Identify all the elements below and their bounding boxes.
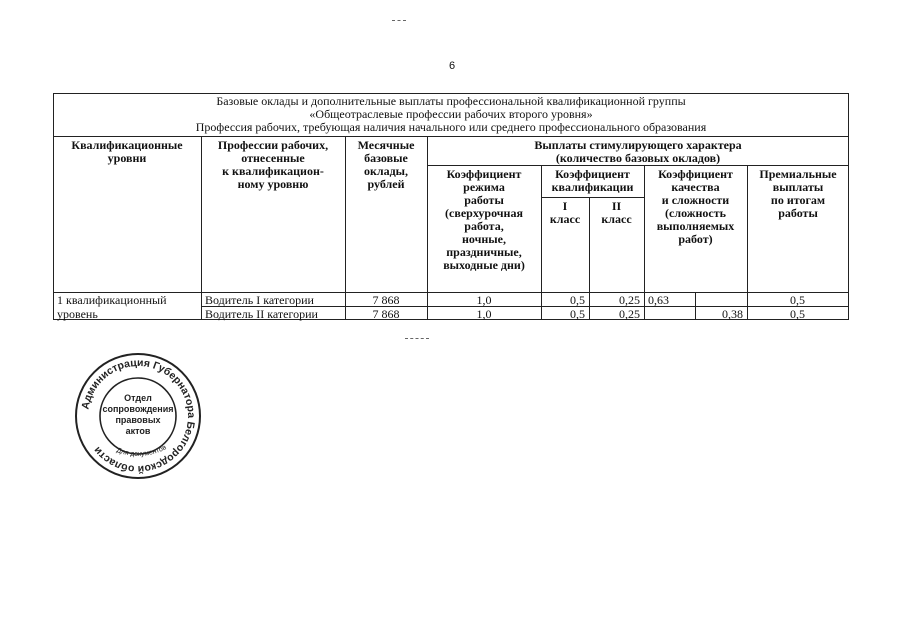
scan-mark [392,20,406,21]
row-2-mode: 1,0 [476,307,492,321]
title-divider [53,136,849,137]
header-professions: Профессии рабочих, отнесенные к квалификацион- ному уровню [217,138,329,191]
official-stamp [74,352,202,480]
row-1-class-1: 0,5 [570,293,585,307]
qualification-divider [541,197,644,198]
row-2-bonus: 0,5 [790,307,805,321]
row-2-salary: 7 868 [372,307,400,321]
header-class-2: II класс [601,199,632,226]
header-class-1: I класс [549,199,581,226]
row-2-class-1: 0,5 [570,307,585,321]
table-title-line-3: Профессия рабочих, требующая наличия начального или среднего профессионального образования [195,120,707,134]
row-1-class-2: 0,25 [619,293,640,307]
row-1-salary: 7 868 [372,293,400,307]
stamp-center-line-2: сопровождения [102,404,174,414]
stamp-center-line-1: Отдел [124,393,152,403]
stamp-ring-text-path: Администрация Губернатора Белгородской области [79,356,198,476]
stamp-center-line-3: правовых [115,415,161,425]
header-bonus: Премиальные выплаты по итогам работы [759,167,837,220]
row-1-level: 1 квалификационный [57,293,167,307]
row-1-quality-a: 0,63 [648,293,669,307]
header-incentive: Выплаты стимулирующего характера (количество базовых окладов) [534,138,742,165]
row-2-level: уровень [57,307,98,321]
row-1-profession: Водитель I категории [205,293,314,307]
row-2-quality-b: 0,38 [722,307,743,321]
row-2-profession: Водитель II категории [205,307,318,321]
stamp-bottom-text-path: Для документов [115,444,168,459]
scan-mark [405,338,429,339]
table-title-line-2: «Общеотраслевые профессии рабочих второго уровня» [309,107,593,121]
header-salary: Месячные базовые оклады, рублей [357,138,415,191]
stamp-center-line-4: актов [125,426,151,436]
incentive-divider [427,165,849,166]
header-levels: Квалификационные уровни [71,138,183,165]
page-number: 6 [448,60,456,72]
header-quality-coefficient: Коэффициент качества и сложности (сложность выполняемых работ) [656,167,735,246]
row-1-mode: 1,0 [476,293,492,307]
header-qualification-coefficient: Коэффициент квалификации [551,167,634,194]
row-1-bonus: 0,5 [790,293,805,307]
header-mode-coefficient: Коэффициент режима работы (сверхурочная работа, ночные, праздничные, выходные дни) [443,167,525,272]
table-title-line-1: Базовые оклады и дополнительные выплаты профессиональной квалификационной группы [216,94,686,108]
row-2-class-2: 0,25 [619,307,640,321]
